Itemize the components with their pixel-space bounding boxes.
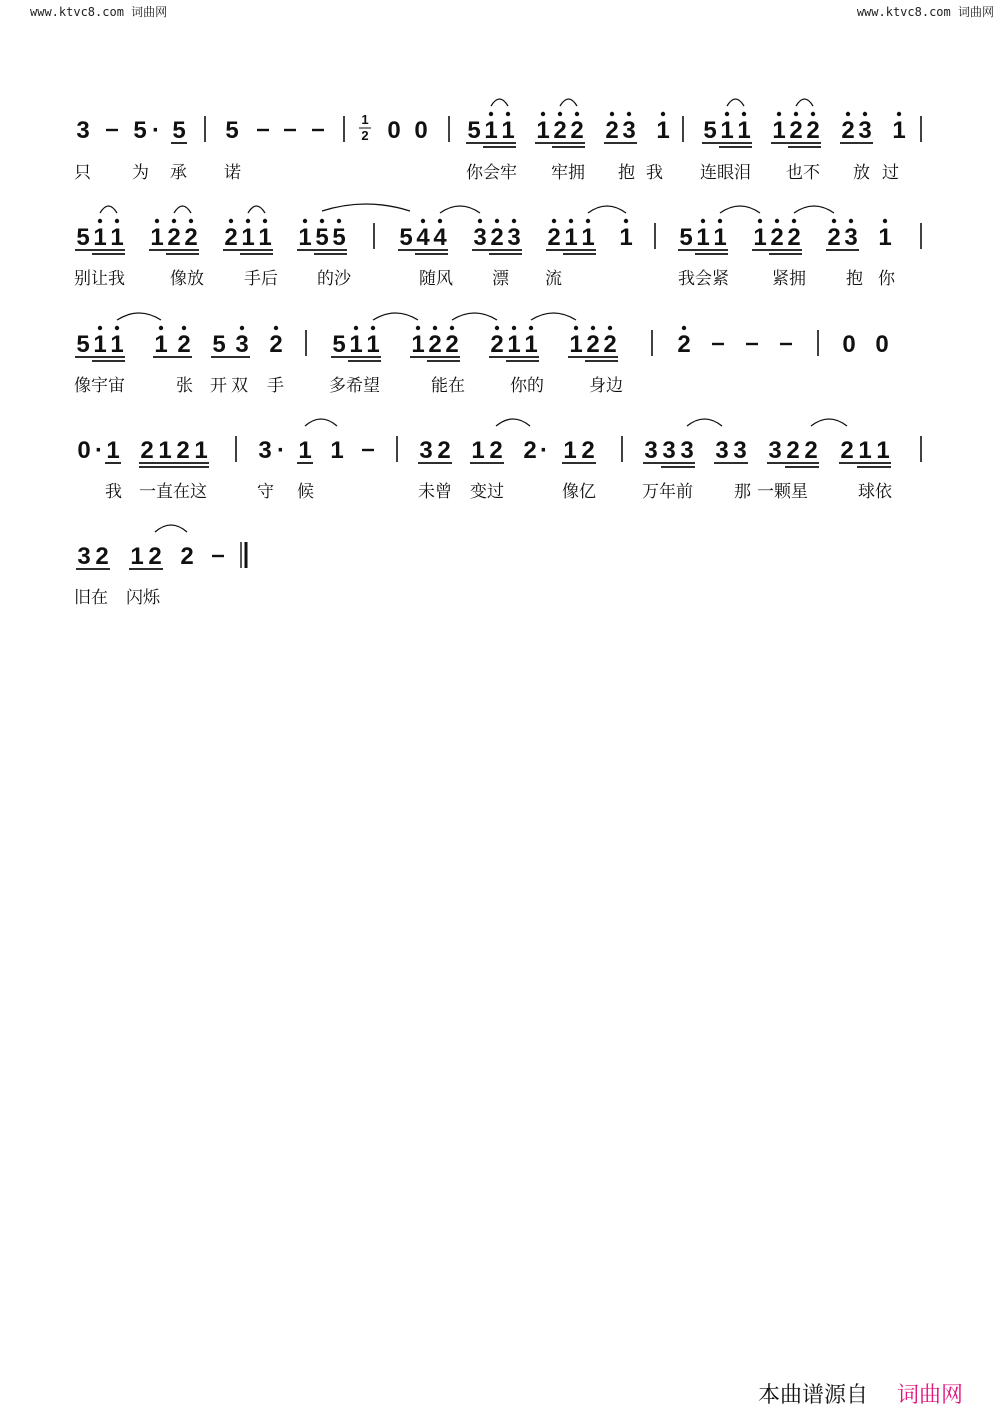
octave-dot (337, 219, 341, 223)
note: 3 (258, 437, 272, 464)
note: 2 (177, 331, 191, 358)
note: 2 (581, 437, 595, 464)
octave-dot (478, 219, 482, 223)
note: 2 (789, 117, 803, 144)
slur (100, 206, 117, 213)
lyric: 随风 (419, 269, 453, 289)
note: 1 (484, 117, 498, 144)
octave-dot (725, 112, 729, 116)
augmentation-dot: · (152, 117, 160, 144)
octave-dot (115, 219, 119, 223)
octave-dot (229, 219, 233, 223)
octave-dot (661, 112, 665, 116)
lyric: 未曾 (418, 482, 452, 502)
lyric: 身边 (589, 376, 623, 396)
lyric: 开 (210, 376, 227, 396)
footer-brand-link[interactable]: 词曲网 (897, 1383, 964, 1408)
octave-dot (240, 326, 244, 330)
note: 3 (622, 117, 636, 144)
note: 0 (875, 331, 889, 358)
note: 3 (768, 437, 782, 464)
lyric: 放 (853, 163, 870, 183)
note: 5 (332, 331, 346, 358)
note: 2 (523, 437, 537, 464)
octave-dot (792, 219, 796, 223)
octave-dot (98, 219, 102, 223)
octave-dot (274, 326, 278, 330)
note: 1 (878, 224, 892, 251)
octave-dot (558, 112, 562, 116)
octave-dot (495, 326, 499, 330)
note: 5 (133, 117, 147, 144)
octave-dot (303, 219, 307, 223)
note: 1 (536, 117, 550, 144)
octave-dot (495, 219, 499, 223)
note: 0 (842, 331, 856, 358)
footer-source-text: 本曲谱源自 (758, 1383, 869, 1408)
octave-dot (320, 219, 324, 223)
note: 2 (176, 437, 190, 464)
note: 1 (93, 224, 107, 251)
octave-dot (416, 326, 420, 330)
octave-dot (758, 219, 762, 223)
octave-dot (586, 219, 590, 223)
octave-dot (115, 326, 119, 330)
octave-dot (569, 219, 573, 223)
octave-dot (506, 112, 510, 116)
lyric: 守 (257, 482, 274, 502)
lyric: 一直在这 (139, 482, 207, 502)
note: 1 (110, 224, 124, 251)
lyric: 抱 (618, 163, 635, 183)
slur (452, 313, 497, 320)
slur (727, 99, 744, 106)
augmentation-dot: · (277, 437, 285, 464)
note: 1 (330, 437, 344, 464)
lyric: 你的 (510, 376, 544, 396)
note: 5 (212, 331, 226, 358)
lyric: 我会紧 (678, 269, 729, 289)
note: 4 (433, 224, 447, 251)
lyric: 张 (176, 376, 193, 396)
note: 3 (715, 437, 729, 464)
lyric: 闪烁 (126, 588, 160, 608)
lyric: 多希望 (329, 376, 380, 396)
note: 5 (315, 224, 329, 251)
lyric: 一颗星 (757, 482, 808, 502)
note: 1 (471, 437, 485, 464)
note: 1 (366, 331, 380, 358)
slur (373, 313, 418, 320)
score-row-3 (75, 313, 889, 361)
note: 2 (840, 437, 854, 464)
header-left-site: 词曲网 (131, 5, 168, 19)
octave-dot (263, 219, 267, 223)
slur (174, 206, 191, 213)
octave-dot (682, 326, 686, 330)
note: 1 (93, 331, 107, 358)
octave-dot (182, 326, 186, 330)
note: 1 (737, 117, 751, 144)
note: 1 (241, 224, 255, 251)
note: 2 (786, 437, 800, 464)
octave-dot (189, 219, 193, 223)
octave-dot (777, 112, 781, 116)
score-row-1 (76, 99, 921, 147)
note: 2 (677, 331, 691, 358)
note: 5 (679, 224, 693, 251)
lyric: 流 (545, 269, 562, 289)
octave-dot (552, 219, 556, 223)
note: 2 (827, 224, 841, 251)
note: 0 (77, 437, 91, 464)
lyric: 能在 (431, 376, 465, 396)
note: 2 (445, 331, 459, 358)
note: 3 (644, 437, 658, 464)
lyric: 变过 (470, 482, 504, 502)
note: 2 (224, 224, 238, 251)
octave-dot (529, 326, 533, 330)
lyric: 也不 (786, 163, 820, 183)
note: 4 (416, 224, 430, 251)
note: 1 (876, 437, 890, 464)
note: 3 (844, 224, 858, 251)
note: 2 (806, 117, 820, 144)
slur (811, 419, 847, 426)
note: 5 (225, 117, 239, 144)
lyric: 手 (267, 376, 284, 396)
octave-dot (832, 219, 836, 223)
slur (248, 206, 265, 213)
note: 1 (564, 224, 578, 251)
lyric: 抱 (846, 269, 863, 289)
note: 5 (467, 117, 481, 144)
slur (794, 206, 834, 213)
lyric: 我 (105, 482, 122, 502)
octave-dot (450, 326, 454, 330)
note: 1 (349, 331, 363, 358)
slur (491, 99, 508, 106)
note: 2 (428, 331, 442, 358)
lyric: 你 (878, 269, 895, 289)
note: 1 (501, 117, 515, 144)
lyric: 双 (231, 376, 248, 396)
octave-dot (172, 219, 176, 223)
note: 5 (399, 224, 413, 251)
octave-dot (794, 112, 798, 116)
octave-dot (627, 112, 631, 116)
score-row-4 (77, 419, 921, 467)
note: 2 (184, 224, 198, 251)
octave-dot (159, 326, 163, 330)
note: 2 (570, 117, 584, 144)
note: 2 (148, 543, 162, 570)
note: 1 (258, 224, 272, 251)
octave-dot (591, 326, 595, 330)
time-signature-denominator: 2 (361, 128, 369, 143)
slur (322, 204, 410, 211)
lyric: 球依 (858, 482, 892, 502)
lyric: 手后 (244, 269, 278, 289)
lyric: 你会牢 (466, 163, 517, 183)
note: 1 (110, 331, 124, 358)
octave-dot (512, 219, 516, 223)
octave-dot (608, 326, 612, 330)
octave-dot (438, 219, 442, 223)
octave-dot (155, 219, 159, 223)
octave-dot (98, 326, 102, 330)
slur (720, 206, 760, 213)
slur (496, 419, 530, 426)
note: 1 (569, 331, 583, 358)
note: 1 (130, 543, 144, 570)
note: 3 (733, 437, 747, 464)
note: 2 (553, 117, 567, 144)
note: 1 (753, 224, 767, 251)
note: 2 (770, 224, 784, 251)
note: 1 (298, 224, 312, 251)
note: 1 (858, 437, 872, 464)
note: 2 (167, 224, 181, 251)
lyric: 别让我 (74, 269, 125, 289)
note: 1 (772, 117, 786, 144)
lyric: 的沙 (317, 269, 351, 289)
octave-dot (512, 326, 516, 330)
octave-dot (897, 112, 901, 116)
note: 5 (332, 224, 346, 251)
lyric: 像放 (170, 269, 204, 289)
note: 1 (563, 437, 577, 464)
note: 3 (419, 437, 433, 464)
note: 3 (76, 117, 90, 144)
note: 2 (269, 331, 283, 358)
slur (531, 313, 576, 320)
lyric: 候 (297, 482, 314, 502)
octave-dot (489, 112, 493, 116)
lyric: 牢拥 (551, 163, 585, 183)
note: 3 (680, 437, 694, 464)
note: 1 (298, 437, 312, 464)
octave-dot (371, 326, 375, 330)
note: 5 (703, 117, 717, 144)
note: 3 (77, 543, 91, 570)
lyric: 只 (74, 163, 91, 183)
note: 1 (194, 437, 208, 464)
note: 3 (858, 117, 872, 144)
note: 1 (713, 224, 727, 251)
note: 1 (154, 331, 168, 358)
lyric: 漂 (492, 269, 509, 289)
note: 1 (524, 331, 538, 358)
octave-dot (421, 219, 425, 223)
note: 2 (605, 117, 619, 144)
lyric: 旧在 (74, 588, 108, 608)
note: 1 (696, 224, 710, 251)
note: 2 (547, 224, 561, 251)
slur (687, 419, 722, 426)
lyric: 为 (132, 163, 149, 183)
octave-dot (701, 219, 705, 223)
octave-dot (849, 219, 853, 223)
octave-dot (883, 219, 887, 223)
note: 1 (619, 224, 633, 251)
note: 1 (892, 117, 906, 144)
note: 2 (437, 437, 451, 464)
note: 2 (490, 224, 504, 251)
augmentation-dot: · (95, 437, 103, 464)
note: 2 (804, 437, 818, 464)
note: 3 (662, 437, 676, 464)
note: 1 (150, 224, 164, 251)
note: 1 (411, 331, 425, 358)
header-right-url: www.ktvc8.com (856, 5, 951, 19)
slur (796, 99, 813, 106)
slur (155, 525, 187, 532)
note: 2 (489, 437, 503, 464)
lyric: 像宇宙 (74, 376, 125, 396)
note: 1 (158, 437, 172, 464)
octave-dot (246, 219, 250, 223)
octave-dot (575, 112, 579, 116)
note: 3 (473, 224, 487, 251)
note: 2 (180, 543, 194, 570)
augmentation-dot: · (540, 437, 548, 464)
note: 5 (76, 331, 90, 358)
slur (117, 313, 161, 320)
note: 2 (490, 331, 504, 358)
lyric: 像亿 (562, 482, 596, 502)
octave-dot (541, 112, 545, 116)
lyric: 连眼泪 (700, 163, 751, 183)
lyric: 承 (170, 163, 187, 183)
lyric: 诺 (224, 163, 241, 183)
note: 2 (95, 543, 109, 570)
octave-dot (846, 112, 850, 116)
lyric: 万年前 (642, 482, 693, 502)
header-right-site: 词曲网 (957, 5, 994, 19)
note: 1 (106, 437, 120, 464)
note: 1 (656, 117, 670, 144)
note: 0 (387, 117, 401, 144)
octave-dot (433, 326, 437, 330)
note: 0 (414, 117, 428, 144)
octave-dot (624, 219, 628, 223)
note: 2 (787, 224, 801, 251)
octave-dot (811, 112, 815, 116)
score-row-2 (75, 204, 921, 254)
note: 1 (581, 224, 595, 251)
slur (560, 99, 577, 106)
note: 2 (841, 117, 855, 144)
header-left-url: www.ktvc8.com (30, 5, 124, 19)
octave-dot (610, 112, 614, 116)
slur (305, 419, 337, 426)
slur (588, 206, 626, 213)
note: 1 (507, 331, 521, 358)
octave-dot (775, 219, 779, 223)
lyric: 紧拥 (772, 269, 806, 289)
note: 2 (603, 331, 617, 358)
score-row-5 (76, 525, 246, 570)
time-signature-numerator: 1 (361, 112, 369, 127)
lyric: 我 (646, 163, 663, 183)
lyric: 那 (734, 482, 751, 502)
octave-dot (574, 326, 578, 330)
octave-dot (863, 112, 867, 116)
octave-dot (742, 112, 746, 116)
octave-dot (718, 219, 722, 223)
note: 1 (720, 117, 734, 144)
note: 2 (140, 437, 154, 464)
slur (440, 206, 480, 213)
note: 3 (235, 331, 249, 358)
note: 2 (586, 331, 600, 358)
note: 5 (76, 224, 90, 251)
note: 5 (172, 117, 186, 144)
octave-dot (354, 326, 358, 330)
note: 3 (507, 224, 521, 251)
lyric: 过 (882, 163, 899, 183)
